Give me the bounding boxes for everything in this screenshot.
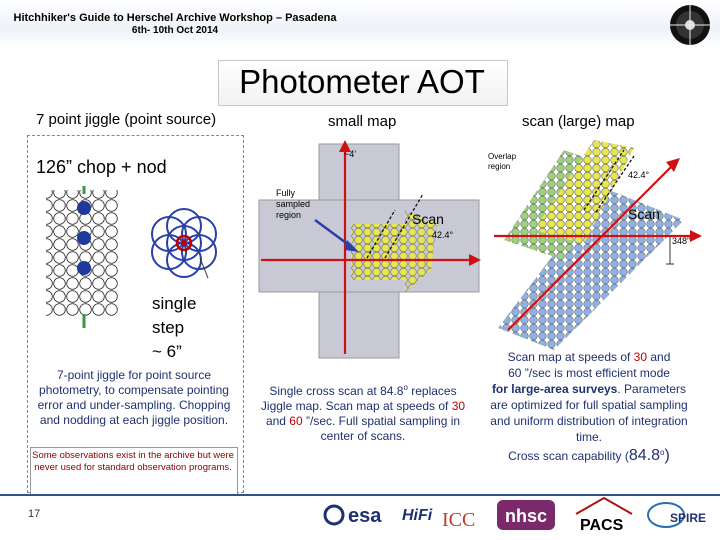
small-desc-part-4: ”/sec. Full spatial sampling in center of scans. [302,414,461,443]
section-large-map-title: scan (large) map [522,113,635,130]
large-map-angle-label: 42.4° [628,170,650,180]
icc-logo-icon [440,504,486,534]
section-jiggle-title: 7 point jiggle (point source) [36,111,217,128]
large-map-description [484,349,694,464]
large-map-scan-label: Scan [628,206,660,222]
fully-sampled-cells [351,224,405,280]
nhsc-logo-text: nhsc [505,506,548,526]
section-small-map-title: small map [328,113,397,130]
overlap-line-2: region [488,162,511,171]
degree-mark: o [403,383,408,392]
step-line-3: ~ 6” [152,342,182,361]
header-line-2: 6th- 10th Oct 2014 [131,25,219,36]
cross-scan-angle: 84.8 [628,447,661,464]
overlap-line-1: Overlap [488,152,517,161]
pacs-logo-text: PACS [580,517,624,534]
chop-nod-label: 126” chop + nod [36,157,167,177]
map-size-label: ~4’ [344,149,357,159]
large-speed-30: 30 [633,350,648,364]
speed-60: 60 [289,414,303,428]
page-number: 17 [28,508,41,520]
archive-note: Some observations exist in the archive but were never used for standard observation programs. [32,450,234,473]
large-desc-part-3: 60 ”/sec is most efficient mode [508,366,670,380]
fully-sampled-line-3: region [276,210,302,220]
large-desc-part-4: . Parameters are optimized for full spatial sampling and uniform distribution of integration time. [490,382,688,444]
jiggle-step-label [152,292,196,364]
step-line-1: single [152,294,197,313]
spire-logo-icon [644,498,714,534]
page-title: Photometer AOT [239,63,485,100]
large-desc-part-1: Scan map at speeds of [507,350,634,364]
spire-logo-text: SPIRE [670,511,707,525]
nhsc-logo-icon [496,498,558,534]
small-map-diagram [255,140,485,365]
small-map-description [258,380,468,444]
step-line-2: step [152,318,185,337]
large-desc-bold: for large-area surveys [491,382,618,396]
hifi-logo-icon [400,498,444,532]
slide-header [0,0,720,48]
jiggle-description: 7-point jiggle for point source photometry, to compensate pointing error and under-sampling. Chopping and nodding at each jiggle position. [37,368,231,427]
icc-logo-text: ICC [442,509,476,531]
small-desc-part-3: and [265,414,290,428]
large-desc-close: ) [664,447,670,464]
large-desc-part-2: and [647,350,671,364]
small-map-scan-label: Scan [412,211,444,227]
large-degree-mark: o [660,448,665,457]
small-desc-part-2: replaces Jiggle map. Scan map at speeds of [260,384,457,413]
fully-sampled-line-2: sampled [276,199,311,209]
header-line-1: Hitchhiker's Guide to Herschel Archive Workshop – Pasadena [13,12,337,24]
herschel-logo-icon [664,2,716,48]
fully-sampled-label [276,188,310,221]
speed-30: 30 [451,399,466,413]
esa-logo-icon [322,498,396,532]
esa-logo-text: esa [348,505,382,527]
pacs-logo-icon [572,496,636,536]
small-desc-part-1: Single cross scan at 84.8 [269,384,404,398]
large-desc-part-5: Cross scan capability ( [508,449,629,463]
small-map-angle-label: 42.4° [432,230,454,240]
overlap-region-label [488,152,516,172]
jiggle-diagram [40,186,240,336]
fully-sampled-line-1: Fully [276,188,296,198]
scan-separation-label: 348” [672,236,691,246]
hifi-logo-text: HiFi [402,507,433,524]
